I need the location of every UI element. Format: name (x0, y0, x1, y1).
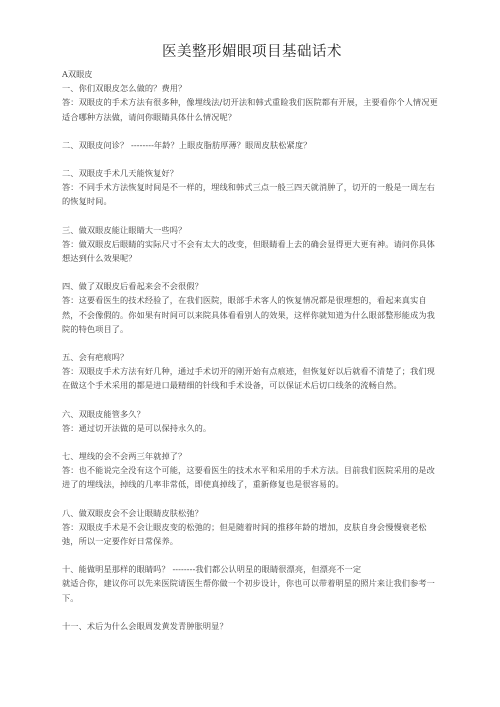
qa-list (62, 81, 442, 633)
answer-text: 答：双眼皮的手术方法有很多种，像埋线法/切开法和韩式重睑我们医院都有开展，主要看你个人情况更适合哪种方法做，请问你眼睛具体什么情况呢？ (62, 97, 438, 122)
answer-text: 答：做双眼皮后眼睛的实际尺寸不会有太大的改变，但眼睛看上去的确会显得更大更有神。请问你具体想达到什么效果呢？ (62, 238, 435, 264)
question-text: 四、做了双眼皮后看起来会不会很假？ (62, 281, 203, 292)
qa-item (62, 449, 442, 492)
question-text: 七、埋线的会不会两三年就掉了？ (62, 451, 187, 462)
qa-item (62, 279, 442, 336)
answer-text: 答：也不能说完全没有这个可能，这要看医生的技术水平和采用的手术方法。目前我们医院采用的是改进了的埋线法，掉线的几率非常低，即使真掉线了，重新修复也是很容易的。 (62, 465, 435, 490)
question-text: 二、双眼皮问诊？ --------年龄？上眼皮脂肪厚薄？眼周皮肤松紧度？ (62, 139, 312, 150)
qa-item (62, 562, 442, 605)
answer-text: 答：这要看医生的技术经验了，在我们医院，眼部手术客人的恢复情况都是很理想的，看起来真实自然，不会像假的。你如果有时间可以来院具体看看别人的效果，这样你就知道为什么眼部整形能成为我院的特色项目了。 (62, 295, 435, 334)
answer-text: 答：双眼皮手术方法有好几种，通过手术切开的刚开始有点痕迹，但恢复好以后就看不清楚了；我们现在做这个手术采用的都是进口最精细的针线和手术设备，可以保证术后切口线条的流畅自然。 (62, 366, 435, 391)
answer-text: 答：通过切开法做的是可以保持永久的。 (62, 422, 212, 433)
question-text: 十、能做明星那样的眼睛吗？ --------我们都公认明星的眼睛很漂亮，但漂亮不一定 (62, 564, 362, 575)
qa-item (62, 619, 442, 633)
question-text: 八、做双眼皮会不会让眼睛皮肤松弛？ (62, 507, 203, 518)
section-label: A双眼皮 (62, 69, 93, 79)
qa-item (62, 350, 442, 393)
answer-text: 就适合你，建议你可以先来医院请医生帮你做一个初步设计，你也可以带着明星的照片来让我们参考一下。 (62, 578, 435, 603)
question-text: 六、双眼皮能管多久？ (62, 408, 145, 419)
question-text: 二、双眼皮手术几天能恢复好？ (62, 168, 179, 179)
question-text: 三、做双眼皮能让眼睛大一些吗？ (62, 224, 187, 235)
document-title: 医美整形媚眼项目基础话术 (162, 44, 342, 60)
qa-item (62, 138, 442, 152)
question-text: 一、你们双眼皮怎么做的？费用？ (62, 83, 187, 94)
answer-text: 答：不同手术方法恢复时间是不一样的，埋线和韩式三点一般三四天就消肿了，切开的一般是一周左右的恢复时间。 (62, 182, 435, 207)
answer-text: 答：双眼皮手术是不会让眼皮变的松弛的；但是随着时间的推移年龄的增加，皮肤自身会慢慢衰老松弛，所以一定要作好日常保养。 (62, 521, 427, 547)
qa-item (62, 81, 442, 124)
question-text: 五、会有疤痕吗？ (62, 352, 129, 363)
qa-item (62, 166, 442, 209)
qa-item (62, 223, 442, 266)
qa-item (62, 506, 442, 549)
question-text: 十一、术后为什么会眼周发黄发青肿胀明显？ (62, 620, 228, 631)
qa-item (62, 407, 442, 435)
